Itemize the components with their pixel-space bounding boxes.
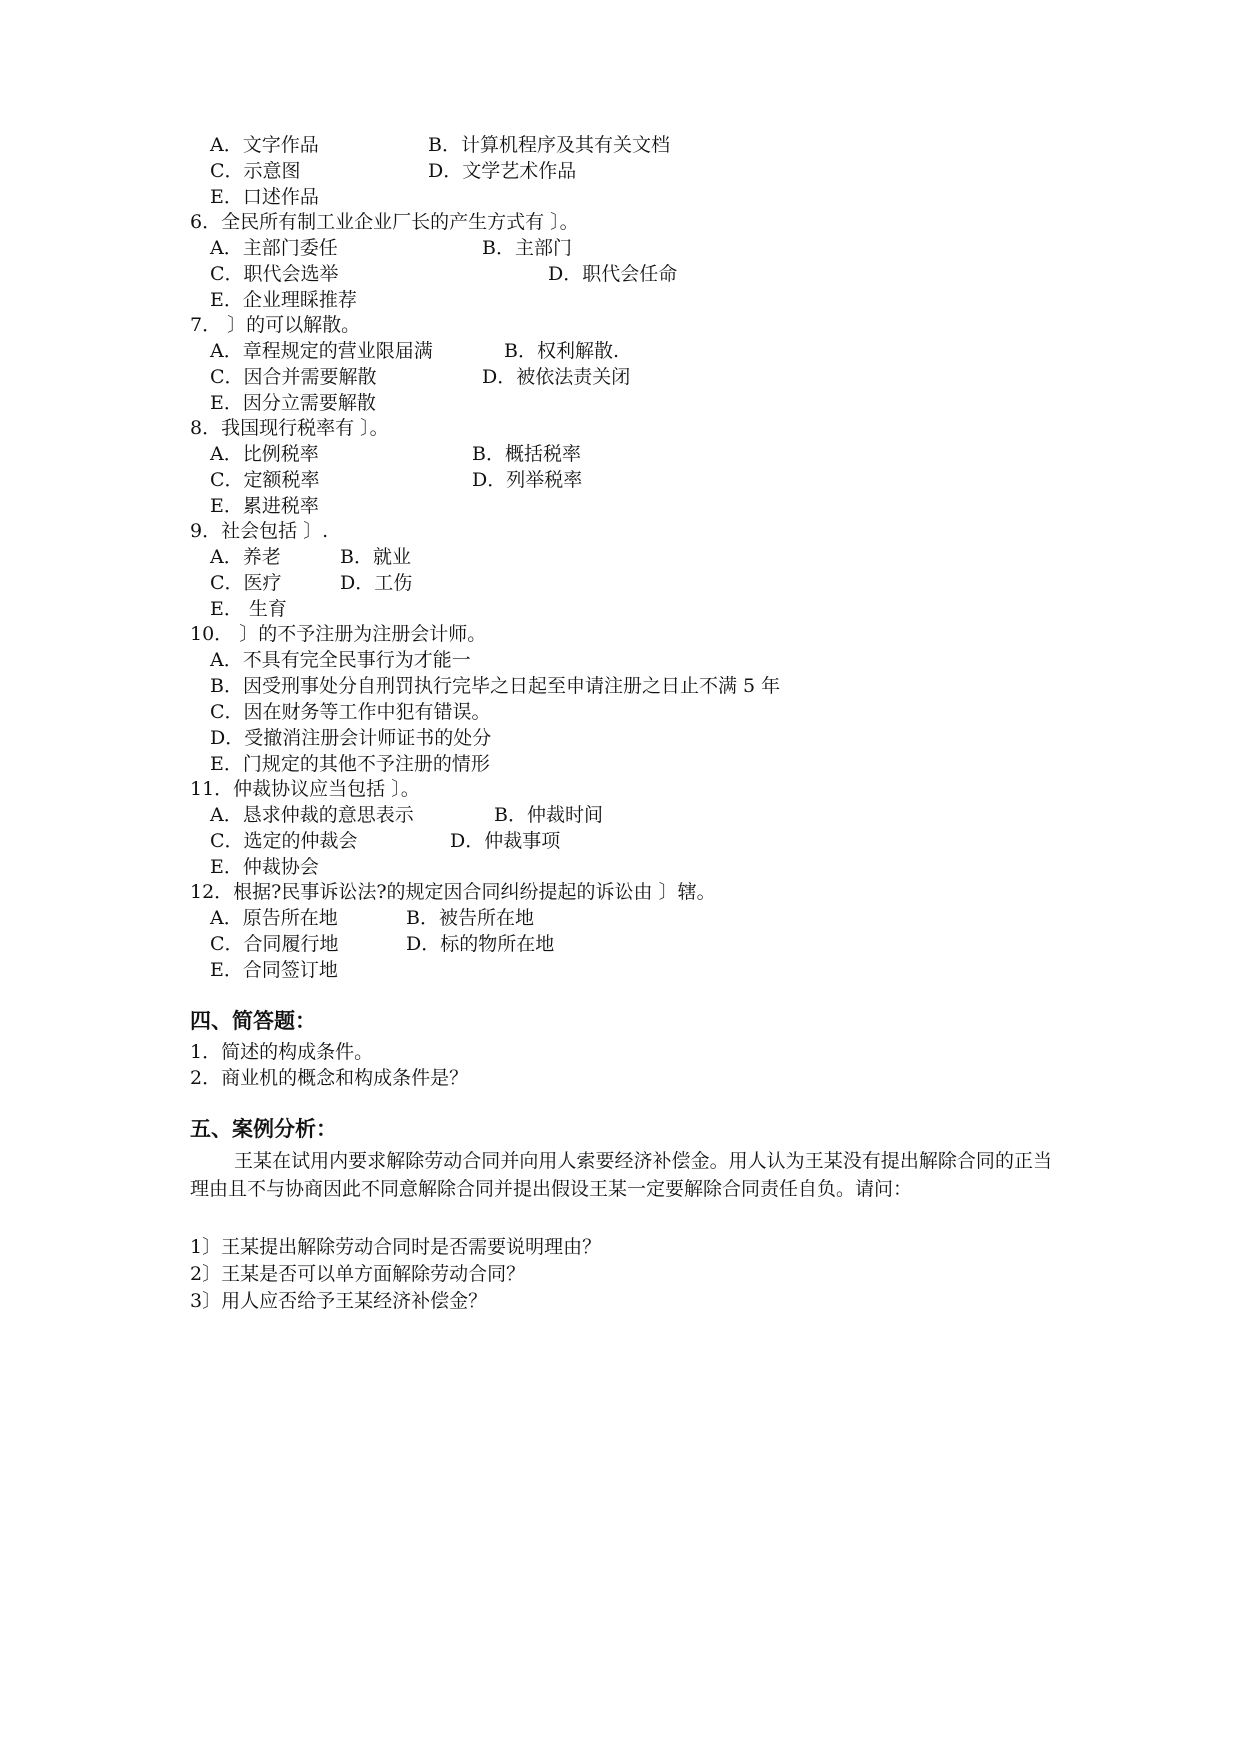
q8-option-a: A．比例税率 (210, 443, 319, 465)
q9-option-c: C．医疗 (210, 572, 282, 594)
q11-option-c: C．选定的仲裁会 (210, 830, 358, 852)
q11-option-a: A．恳求仲裁的意思表示 (210, 804, 414, 826)
q5-option-e: E．口述作品 (210, 186, 319, 208)
q11-option-d: D．仲裁事项 (450, 830, 561, 852)
q10-option-e: E．门规定的其他不予注册的情形 (210, 753, 490, 775)
section5-q2: 2〕王某是否可以单方面解除劳动合同？ (190, 1263, 526, 1285)
section4-q1: 1．简述的构成条件。 (190, 1041, 374, 1063)
section5-title: 五、案例分析： (190, 1117, 337, 1141)
section4-q2: 2．商业机的概念和构成条件是？ (190, 1067, 469, 1089)
q9-option-b: B．就业 (340, 546, 411, 568)
q8-option-b: B．概括税率 (472, 443, 581, 465)
section5-q1: 1〕王某提出解除劳动合同时是否需要说明理由？ (190, 1236, 602, 1258)
q12-option-b: B．被告所在地 (406, 907, 534, 929)
q10-option-c: C．因在财务等工作中犯有错误。 (210, 701, 491, 723)
q5-option-c: C．示意图 (210, 160, 301, 182)
q7-option-e: E．因分立需要解散 (210, 392, 376, 414)
q7-stem: 7． 〕的可以解散。 (190, 314, 361, 336)
q6-option-e: E．企业理睬推荐 (210, 289, 357, 311)
section5-q3: 3〕用人应否给予王某经济补偿金？ (190, 1290, 488, 1312)
q9-option-d: D．工伤 (340, 572, 413, 594)
q5-option-b: B．计算机程序及其有关文档 (428, 134, 670, 156)
q6-option-a: A．主部门委任 (210, 237, 338, 259)
q5-option-d: D．文学艺术作品 (428, 160, 577, 182)
q12-option-c: C．合同履行地 (210, 933, 339, 955)
q6-stem: 6．全民所有制工业企业厂长的产生方式有 〕。 (190, 211, 579, 233)
q8-option-e: E．累进税率 (210, 495, 319, 517)
q6-option-d: D．职代会任命 (548, 263, 678, 285)
q6-option-b: B．主部门 (482, 237, 572, 259)
q9-option-a: A．养老 (210, 546, 281, 568)
q7-option-c: C．因合并需要解散 (210, 366, 377, 388)
q11-option-e: E．仲裁协会 (210, 856, 319, 878)
q10-stem: 10． 〕的不予注册为注册会计师。 (190, 623, 487, 645)
q12-option-a: A．原告所在地 (210, 907, 338, 929)
q10-option-b: B．因受刑事处分自刑罚执行完毕之日起至申请注册之日止不满 5 年 (210, 675, 781, 697)
q11-option-b: B．仲裁时间 (494, 804, 603, 826)
section5-paragraph: 王某在试用内要求解除劳动合同并向用人索要经济补偿金。用人认为王某没有提出解除合同的正当理由且不与协商因此不同意解除合同并提出假设王某一定要解除合同责任自负。请问： (190, 1150, 1052, 1200)
q7-option-a: A．章程规定的营业限届满 (210, 340, 433, 362)
q8-stem: 8．我国现行税率有 〕。 (190, 417, 389, 439)
q8-option-d: D．列举税率 (472, 469, 583, 491)
q9-stem: 9．社会包括 〕. (190, 520, 329, 542)
q8-option-c: C．定额税率 (210, 469, 320, 491)
q7-option-b: B．权利解散. (504, 340, 620, 362)
q5-option-a: A．文字作品 (210, 134, 319, 156)
section4-title: 四、简答题： (190, 1009, 316, 1033)
q9-option-e: E． 生育 (210, 598, 287, 620)
q12-option-d: D．标的物所在地 (406, 933, 555, 955)
q12-stem: 12．根据?民事诉讼法?的规定因合同纠纷提起的诉讼由 〕辖。 (190, 881, 716, 903)
q10-option-a: A．不具有完全民事行为才能一 (210, 649, 471, 671)
q10-option-d: D．受撤消注册会计师证书的处分 (210, 727, 492, 749)
q7-option-d: D．被依法责关闭 (482, 366, 631, 388)
q11-stem: 11．仲裁协议应当包括 〕。 (190, 778, 420, 800)
q12-option-e: E．合同签订地 (210, 959, 338, 981)
q6-option-c: C．职代会选举 (210, 263, 339, 285)
